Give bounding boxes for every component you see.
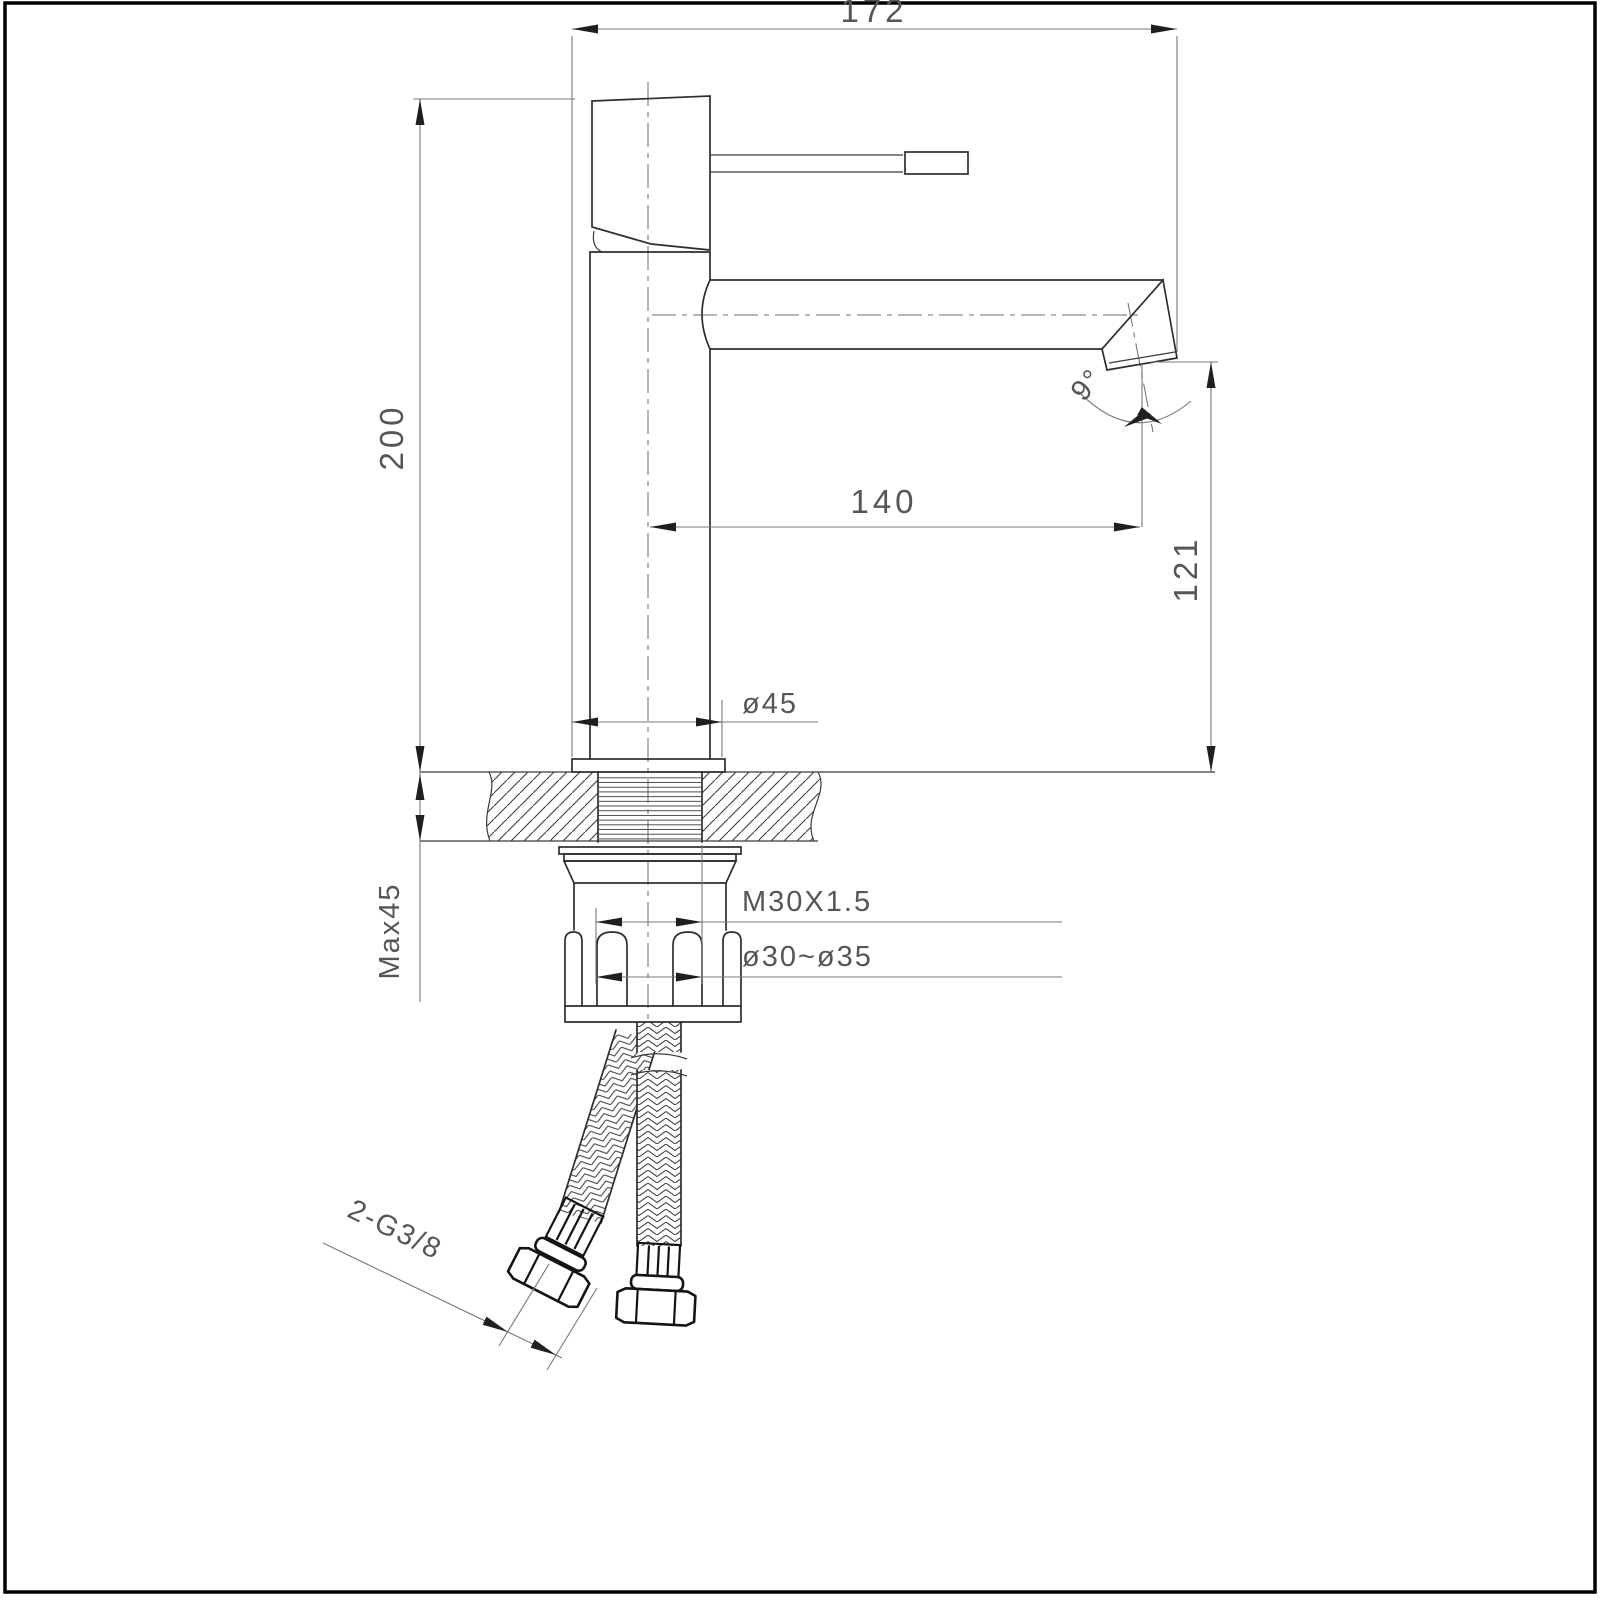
dim-m30-label: M30X1.5 [742,886,873,918]
dim-200-label: 200 [373,403,410,471]
dim-9deg-label: 9° [1064,362,1110,408]
dim-g38-label: 2-G3/8 [342,1193,448,1267]
faucet-handle-knob [592,96,710,252]
dim-140-label: 140 [850,483,918,520]
lever-knurled-tip [905,152,968,174]
spout-tip [1102,280,1177,370]
threaded-shank [598,772,702,842]
supply-hose-right [631,1022,687,1246]
dim-o45-label: ø45 [742,688,798,720]
dim-o30-o35-label: ø30~ø35 [742,941,873,973]
washer-plate [559,847,741,854]
hex-nut-right [616,1288,696,1326]
dim-121-label: 121 [1167,535,1204,603]
hose-fitting-right [616,1242,698,1326]
under-counter-assembly [559,847,741,930]
spout [710,280,1177,370]
handle-lever [710,152,968,174]
dim-outlet-angle [1065,362,1191,430]
faucet-body [590,252,710,759]
flange-cone [564,861,736,883]
shank-neck [574,883,726,930]
dim-height [373,99,575,772]
dim-hole-diameter [596,941,1062,982]
dim-base-diameter [572,688,818,757]
dim-max-thickness [374,772,425,1002]
dim-outlet-height [1150,362,1218,772]
dim-172-label: 172 [840,0,908,29]
countertop-section [420,772,1215,842]
dim-max45-label: Max45 [374,882,406,980]
